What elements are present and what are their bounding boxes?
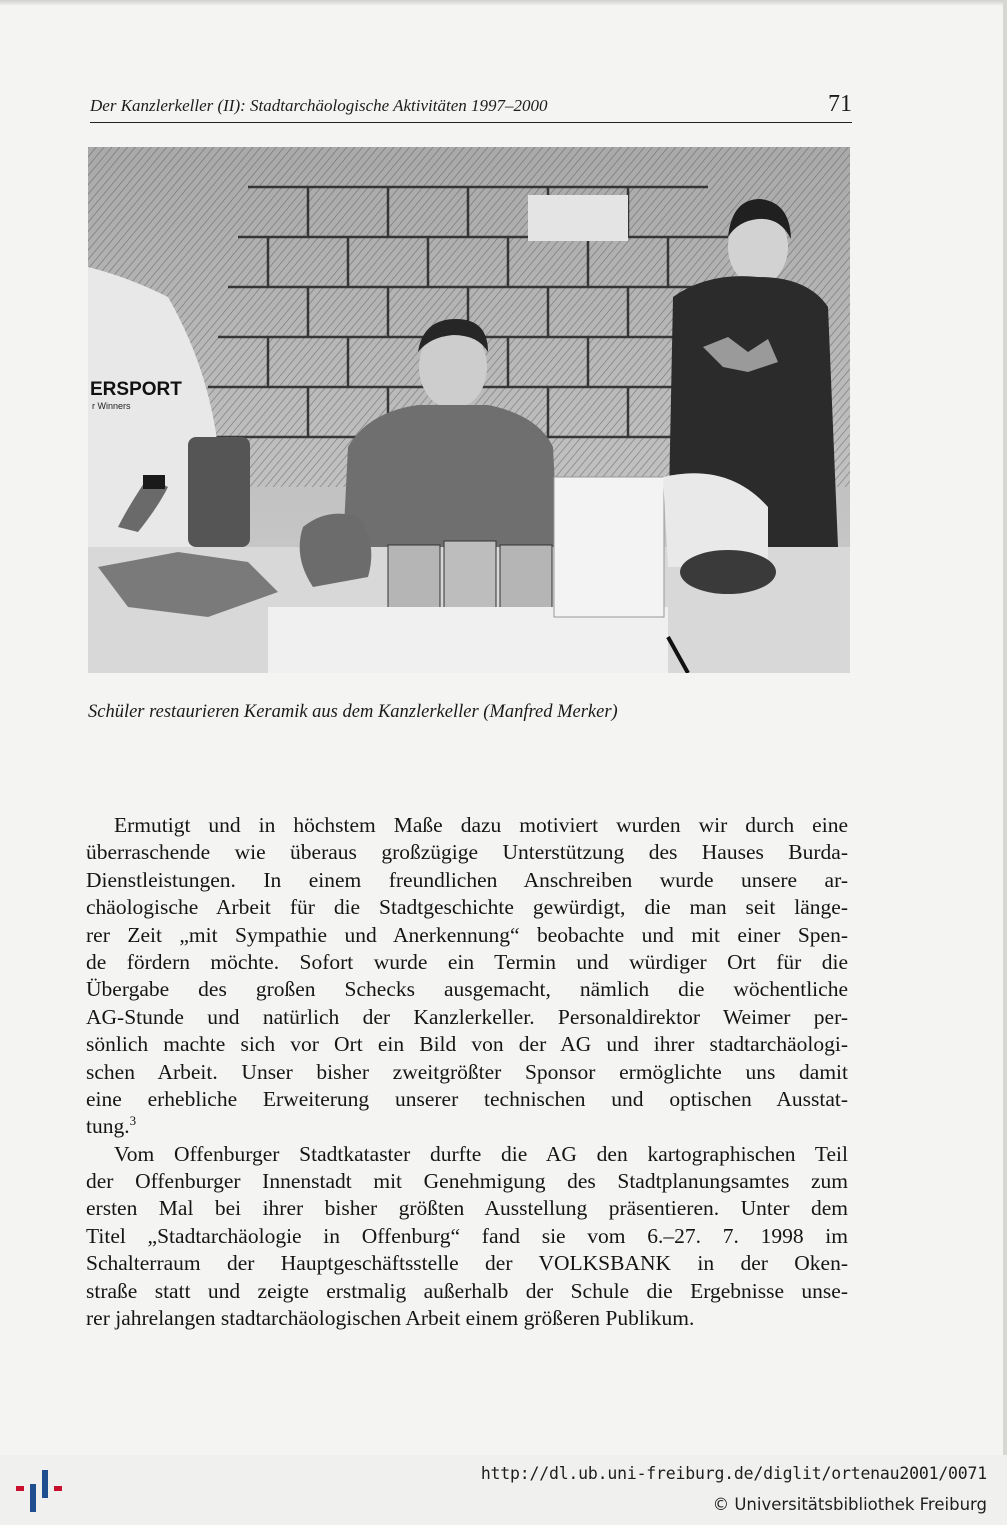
text-line: Dienstleistungen. In einem freundlichen Anschreiben wurde unsere ar- bbox=[86, 867, 848, 892]
paint-can-3 bbox=[500, 545, 552, 617]
watch bbox=[143, 475, 165, 489]
central-student-body bbox=[343, 405, 558, 547]
text-line: ersten Mal bei ihrer bisher größten Ausstellung präsentieren. Unter dem bbox=[86, 1196, 848, 1221]
text-line: tung. bbox=[86, 1114, 130, 1139]
text-line: der Offenburger Innenstadt mit Genehmigung des Stadtplanungsamtes zum bbox=[86, 1169, 848, 1194]
text-line: Titel „Stadtarchäologie in Offenburg“ fand sie vom 6.–27. 7. 1998 im bbox=[86, 1223, 848, 1248]
text-line: rer jahrelangen stadtarchäologischen Arbeit einem größeren Publikum. bbox=[86, 1306, 695, 1331]
text-line: chäologische Arbeit für die Stadtgeschichte gewürdigt, die man seit länge- bbox=[86, 895, 848, 920]
text-line: rer Zeit „mit Sympathie und Anerkennung“ beobachte und mit einer Spen- bbox=[86, 922, 848, 947]
text-line: sönlich machte sich vor Ort ein Bild von der AG und ihrer stadtarchäologi- bbox=[86, 1032, 848, 1057]
text-line: AG-Stunde und natürlich der Kanzlerkeller. Personaldirektor Weimer per- bbox=[86, 1004, 848, 1029]
photo-students-restoring-ceramics bbox=[88, 147, 850, 673]
running-title: Der Kanzlerkeller (II): Stadtarchäologische Aktivitäten 1997–2000 bbox=[90, 96, 548, 115]
text-line: Ermutigt und in höchstem Maße dazu motiviert wurden wir durch eine bbox=[114, 813, 848, 837]
paint-can-2 bbox=[444, 541, 496, 617]
text-line: schen Arbeit. Unser bisher zweitgrößter Sponsor ermöglichte uns damit bbox=[86, 1059, 848, 1084]
dark-bowl bbox=[680, 550, 776, 594]
white-card bbox=[554, 477, 664, 617]
text-line-with-footnote bbox=[86, 1113, 848, 1140]
ub-freiburg-logo-icon[interactable] bbox=[14, 1466, 64, 1514]
running-header bbox=[90, 92, 852, 123]
text-line: Übergabe des großen Schecks ausgemacht, nämlich die wöchentliche bbox=[86, 977, 848, 1002]
body-text bbox=[86, 812, 848, 1332]
text-line: eine erhebliche Erweiterung unserer technischen und optischen Ausstat- bbox=[86, 1086, 848, 1111]
footnote-reference[interactable]: 3 bbox=[129, 1113, 137, 1129]
text-line: Vom Offenburger Stadtkataster durfte die AG den kartographischen Teil bbox=[114, 1141, 848, 1166]
page-number: 71 bbox=[828, 91, 852, 117]
white-sign-on-wall bbox=[528, 195, 628, 241]
copyright-notice: © Universitätsbibliothek Freiburg bbox=[712, 1495, 987, 1514]
scan-edge-right bbox=[1003, 0, 1007, 1455]
chair bbox=[188, 437, 250, 547]
permalink-url[interactable]: http://dl.ub.uni-freiburg.de/diglit/ortenau2001/0071 bbox=[480, 1464, 987, 1483]
scan-edge-top bbox=[0, 0, 1007, 6]
text-line: Schalterraum der Hauptgeschäftsstelle der VOLKSBANK in der Oken- bbox=[86, 1251, 848, 1276]
shirt-print-small: r Winners bbox=[92, 401, 131, 411]
text-line: de fördern möchte. Sofort wurde ein Termin und würdiger Ort für die bbox=[86, 949, 848, 974]
paint-can-1 bbox=[388, 545, 440, 617]
shirt-print: ERSPORT bbox=[90, 379, 182, 400]
text-line: überraschende wie überaus großzügige Unterstützung des Hauses Burda- bbox=[86, 840, 848, 865]
footer-bar bbox=[0, 1455, 1007, 1525]
figure-caption: Schüler restaurieren Keramik aus dem Kanzlerkeller (Manfred Merker) bbox=[88, 702, 618, 722]
ceramic-pot bbox=[300, 514, 372, 587]
text-line: straße statt und zeigte erstmalig außerhalb der Schule die Ergebnisse unse- bbox=[86, 1278, 848, 1303]
